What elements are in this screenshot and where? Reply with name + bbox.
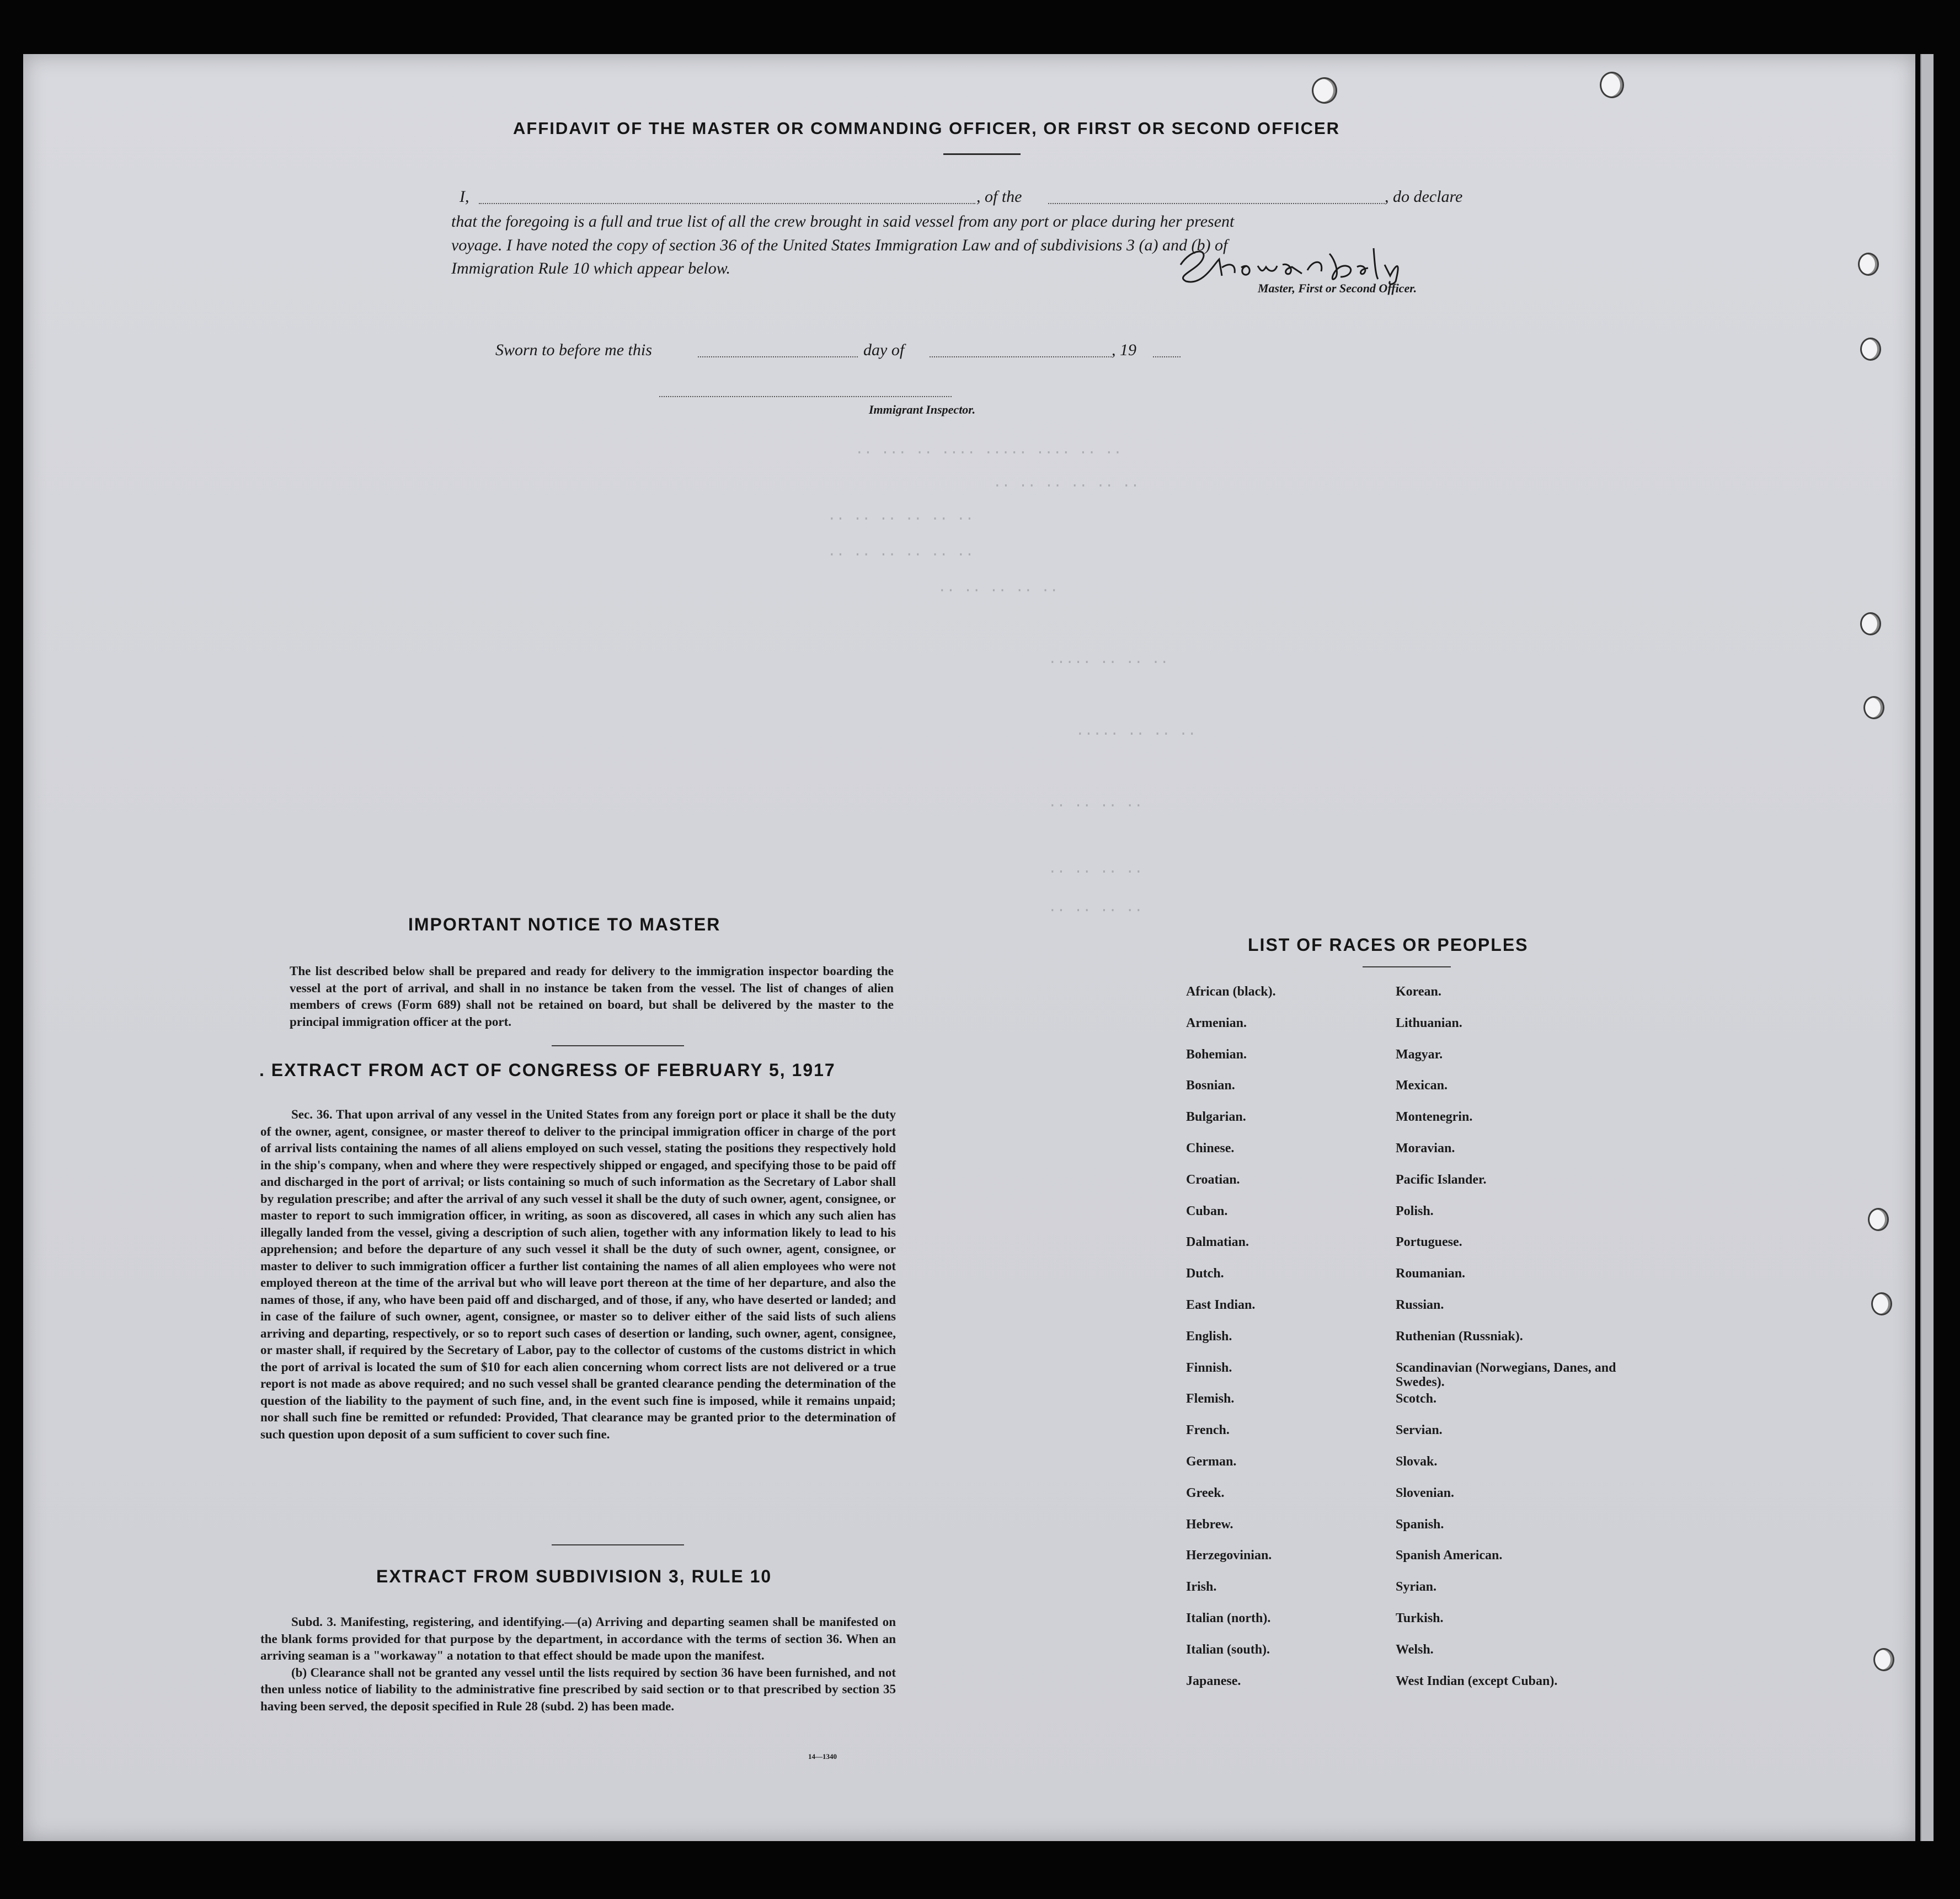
affidavit-line-4: Immigration Rule 10 which appear below. — [451, 259, 731, 277]
race-item: Montenegrin. — [1396, 1110, 1473, 1125]
race-item: French. — [1186, 1423, 1230, 1438]
affidavit-declare: , do declare — [1385, 188, 1463, 206]
punch-hole — [1600, 72, 1624, 98]
affidavit-line-2: that the foregoing is a full and true list of all the crew brought in said vessel from any port or place during her present — [451, 212, 1235, 231]
race-item: Bosnian. — [1186, 1078, 1235, 1093]
race-item: Lithuanian. — [1396, 1015, 1462, 1030]
race-item: Russian. — [1396, 1297, 1444, 1312]
rule-body — [260, 1614, 896, 1715]
race-item: Herzegovinian. — [1186, 1548, 1272, 1563]
race-item: Armenian. — [1186, 1015, 1247, 1030]
handwritten-signature — [1169, 243, 1456, 287]
race-item: Croatian. — [1186, 1172, 1240, 1187]
races-underline — [1363, 966, 1451, 967]
sworn-day-blank — [698, 356, 858, 357]
race-item: Syrian. — [1396, 1580, 1437, 1595]
race-item: Scandinavian (Norwegians, Danes, and Swedes). — [1396, 1360, 1616, 1389]
divider — [552, 1544, 684, 1545]
race-item: Moravian. — [1396, 1141, 1455, 1156]
race-item: East Indian. — [1186, 1297, 1256, 1312]
affidavit-line-3: voyage. I have noted the copy of section 36 of the United States Immigration Law and of subdivisions 3 (a) and (b) of — [451, 236, 1228, 254]
race-item: Hebrew. — [1186, 1517, 1233, 1532]
race-item: Bohemian. — [1186, 1047, 1247, 1062]
race-item: Finnish. — [1186, 1360, 1232, 1375]
affidavit-title: AFFIDAVIT OF THE MASTER OR COMMANDING OFFICER, OR FIRST OR SECOND OFFICER — [513, 119, 1341, 138]
punch-hole — [1312, 77, 1337, 104]
page-edge — [1920, 54, 1934, 1841]
race-item: Slovak. — [1396, 1454, 1438, 1469]
punch-hole — [1873, 1648, 1894, 1671]
race-item: Scotch. — [1396, 1392, 1436, 1406]
race-item: Greek. — [1186, 1485, 1225, 1500]
race-item: Turkish. — [1396, 1611, 1444, 1625]
race-item: Welsh. — [1396, 1642, 1434, 1657]
race-item: Korean. — [1396, 985, 1441, 999]
race-item: Spanish American. — [1396, 1548, 1503, 1563]
sworn-text: Sworn to before me this — [495, 341, 652, 359]
divider — [552, 1045, 684, 1046]
rule-heading: EXTRACT FROM SUBDIVISION 3, RULE 10 — [376, 1566, 772, 1586]
race-item: African (black). — [1186, 985, 1276, 999]
race-item: Ruthenian (Russniak). — [1396, 1329, 1523, 1344]
act-section-36-body: Sec. 36. That upon arrival of any vessel in the United States from any foreign port or place it shall be the duty of the owner, agent, consignee, or master thereof to deliver to the principal immigration officer in charge of the port of arrival lists containing the names of all aliens employed on such vessel, stating the positions they respectively hold in the ship's company, when and where they were respectively shipped or engaged, and specifying those to be paid off and discharged in the port of arrival; or lists containing so much of such information as the Secretary of Labor shall by regulation prescribe; and after the arrival of any such vessel it shall be the duty of such owner, agent, consignee, or master to report to such immigration officer, in writing, as soon as discovered, all cases in which any such alien has illegally landed from the vessel, giving a description of such alien, together with any information likely to lead to his apprehension; and before the departure of any such vessel it shall be the duty of such owner, agent, consignee, or master to deliver to such immigration officer a further list containing the names of all alien employees who were not employed thereon at the time of the arrival but who will leave port thereon at the time of her departure, and also the names of those, if any, who have been paid off and discharged, and of those, if any, who have deserted or landed; and in case of the failure of such owner, agent, consignee, or master so to deliver either of the said lists of such aliens arriving and departing, respectively, or so to report such cases of desertion or landing, such owner, agent, consignee, or master shall, if required by the Secretary of Labor, pay to the collector of customs of the customs district in which the port of arrival is located the sum of $10 for each alien concerning whom correct lists are not delivered or a true report is not made as above required; and no such vessel shall be granted clearance pending the determination of the question of the liability to the payment of such fine, and, in the event such fine is imposed, while it remains unpaid; nor shall such fine be remitted or refunded: Provided, That clearance may be granted prior to the determination of such question upon deposit of a sum sufficient to cover such fine. — [260, 1108, 896, 1441]
race-item: Italian (north). — [1186, 1611, 1271, 1625]
punch-hole — [1860, 612, 1881, 635]
races-heading: LIST OF RACES OR PEOPLES — [1248, 935, 1529, 955]
notice-body: The list described below shall be prepared and ready for delivery to the immigration inspector boarding the vessel at the port of arrival, and shall in no instance be taken from the vessel. The list of changes of alien members of crews (Form 689) shall not be retained on board, but shall be delivered by the master to the principal immigration officer at the port. — [290, 964, 894, 1029]
punch-hole — [1868, 1208, 1889, 1231]
vessel-blank — [1048, 203, 1385, 204]
rule-paragraph-a: Subd. 3. Manifesting, registering, and identifying.—(a) Arriving and departing seamen shall be manifested on the blank forms provided for that purpose by the department, in accordance with the terms of section 36. When an arriving seaman is a "workaway" a notation to that effect should be made upon the manifest. — [260, 1615, 896, 1662]
race-item: Roumanian. — [1396, 1266, 1466, 1281]
race-item: West Indian (except Cuban). — [1396, 1673, 1558, 1688]
race-item: Spanish. — [1396, 1517, 1444, 1532]
notice-heading: IMPORTANT NOTICE TO MASTER — [408, 914, 721, 934]
race-item: Bulgarian. — [1186, 1110, 1246, 1125]
race-item: Irish. — [1186, 1580, 1217, 1595]
races-list — [1186, 985, 1638, 1705]
race-item: Cuban. — [1186, 1203, 1228, 1218]
race-item: Italian (south). — [1186, 1642, 1270, 1657]
race-item: Japanese. — [1186, 1673, 1241, 1688]
title-underline — [943, 153, 1021, 155]
race-item: Flemish. — [1186, 1392, 1235, 1406]
master-signature-caption: Master, First or Second Officer. — [1258, 281, 1417, 295]
race-item: Polish. — [1396, 1203, 1434, 1218]
affidavit-of-the: , of the — [976, 188, 1022, 206]
rule-paragraph-b: (b) Clearance shall not be granted any vessel until the lists required by section 36 have been furnished, and not then unless notice of liability to the administrative fine prescribed by said section or to that prescribed by section 35 having been served, the deposit specified in Rule 28 (subd. 2) has been made. — [260, 1665, 896, 1713]
form-number: 14—1340 — [808, 1752, 837, 1761]
sworn-month-blank — [930, 356, 1112, 357]
sworn-year-blank — [1153, 356, 1181, 357]
day-of-text: day of — [863, 341, 905, 359]
race-item: Pacific Islander. — [1396, 1172, 1487, 1187]
year-prefix: , 19 — [1112, 341, 1136, 359]
race-item: Servian. — [1396, 1423, 1443, 1438]
act-heading: . EXTRACT FROM ACT OF CONGRESS OF FEBRUARY 5, 1917 — [259, 1060, 836, 1080]
race-item: Chinese. — [1186, 1141, 1235, 1156]
race-item: Magyar. — [1396, 1047, 1443, 1062]
name-blank — [479, 203, 975, 204]
punch-hole — [1860, 338, 1881, 361]
inspector-signature-blank — [659, 396, 952, 397]
race-item: Dutch. — [1186, 1266, 1224, 1281]
punch-hole — [1871, 1292, 1892, 1315]
race-item: Mexican. — [1396, 1078, 1448, 1093]
race-item: Slovenian. — [1396, 1485, 1455, 1500]
inspector-caption: Immigrant Inspector. — [869, 403, 976, 416]
punch-hole — [1863, 696, 1884, 719]
affidavit-i: I, — [460, 188, 469, 206]
punch-hole — [1858, 253, 1879, 276]
race-item: Dalmatian. — [1186, 1235, 1249, 1250]
race-item: English. — [1186, 1329, 1232, 1344]
race-item: German. — [1186, 1454, 1237, 1469]
race-item: Portuguese. — [1396, 1235, 1462, 1250]
